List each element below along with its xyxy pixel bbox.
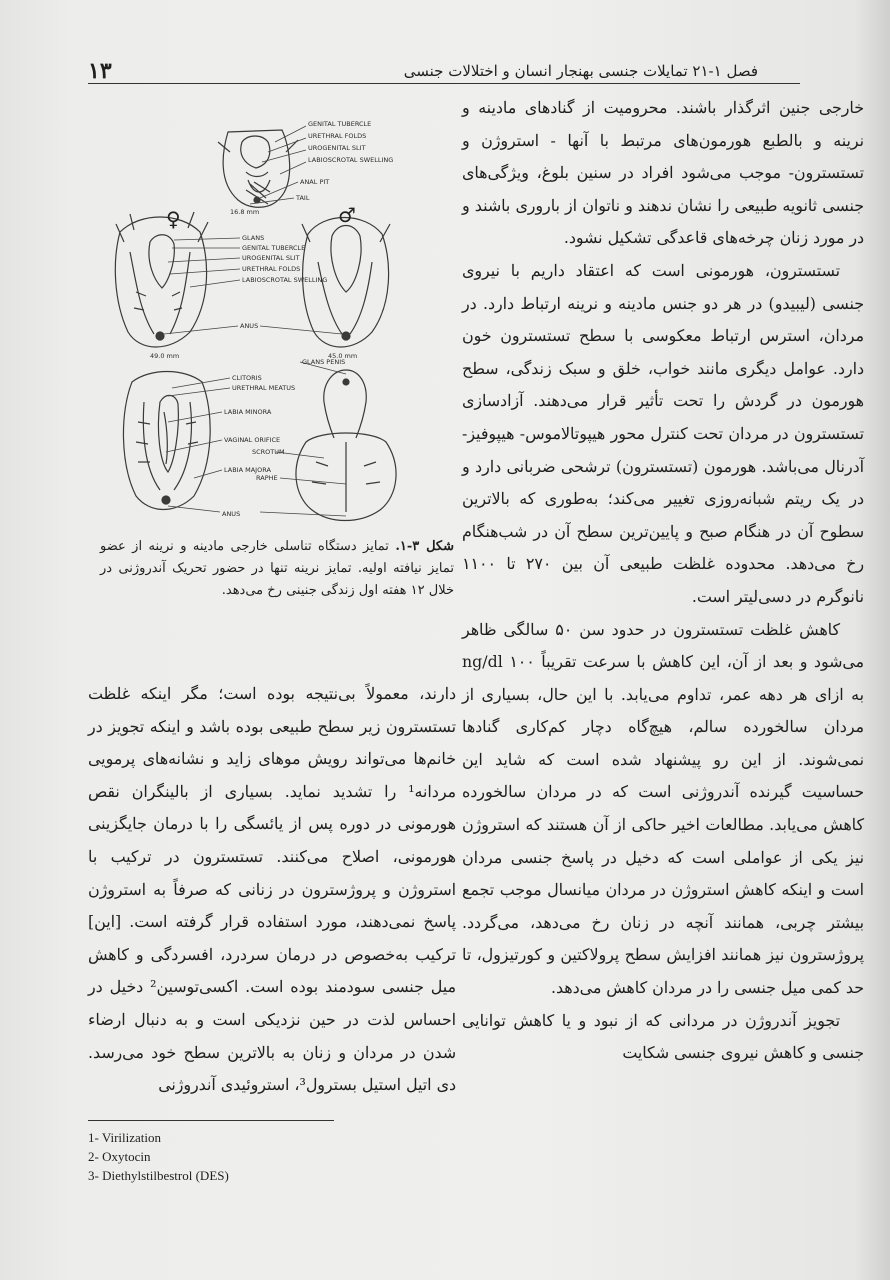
footnote: 2- Oxytocin [88, 1149, 151, 1164]
label-scrotum: SCROTUM [252, 448, 285, 456]
label-urethral-meatus: URETHRAL MEATUS [232, 384, 296, 392]
figure-illustration [110, 112, 450, 532]
label-anal-pit: ANAL PIT [300, 178, 330, 186]
paragraph: خارجی جنین اثرگذار باشند. محرومیت از گنادهای مادینه و نرینه و بالطبع هورمون‌های مرتبط با آنها - استروژن و تستسترون- موجب می‌شود افراد در سنین بلوغ، ویژگی‌های جنسی ثانویه طبیعی را نشان ندهند و ناتوان از باروری باشند و در مورد زنان چرخه‌های قاعدگی تشکیل نشود. [462, 98, 864, 248]
label-raphe: RAPHE [256, 474, 278, 482]
label-anus-2: ANUS [222, 510, 241, 518]
label-anus: ANUS [240, 322, 259, 330]
stage-male-final-drawing [296, 370, 396, 521]
female-symbol: ♀ [166, 207, 181, 231]
paragraph: تجویز آندروژن در مردانی که از نبود و یا کاهش توانایی جنسی و کاهش نیروی جنسی شکایت [462, 1010, 864, 1063]
label-genital-tubercle: GENITAL TUBERCLE [308, 120, 372, 128]
label-tail: TAIL [296, 194, 310, 202]
caption-label: شکل ۳-۱. [395, 539, 454, 554]
stage-intermediate-female-drawing [115, 212, 208, 347]
label-genital-tubercle-2: GENITAL TUBERCLE [242, 244, 306, 252]
label-glans: GLANS [242, 234, 265, 242]
label-vaginal-orifice: VAGINAL ORIFICE [224, 436, 281, 444]
right-column [462, 92, 864, 1070]
paragraph: کاهش غلظت تستسترون در حدود سن ۵۰ سالگی ظاهر می‌شود و بعد از آن، این کاهش با سرعت تقریباً ۱۰۰ ng/dl به ازای هر دهه عمر، تداوم می‌یابد. با این حال، بسیاری از مردان سالخورده سالم، هیچ‌گاه دچار کم‌کاری گنادها نمی‌شوند. از این رو پیشنهاد شده است که شاید این حساسیت گیرنده آندروژنی است که در مردان سالخورده کاهش می‌یابد. مطالعات اخیر حاکی از آن هستند که استروژن نیز یکی از عواملی است که دخیل در پاسخ جنسی مردان است و اینکه کاهش استروژن در مردان میانسال موجب تجمع بیشتر چربی، همانند آنچه در زنان رخ می‌دهد، می‌گردد. پروژسترون نیز همانند افزایش سطح پرولاکتین و کورتیزول، تا حد کمی میل جنسی را در مردان کاهش می‌دهد. [462, 619, 864, 998]
left-column [88, 678, 456, 1102]
label-clitoris: CLITORIS [232, 374, 262, 382]
label-urethral-folds: URETHRAL FOLDS [308, 132, 367, 140]
label-urogenital-slit: UROGENITAL SLIT [308, 144, 366, 152]
label-size-left: 49.0 mm [150, 352, 180, 360]
running-title: فصل ۱-۲۱ تمایلات جنسی بهنجار انسان و اختلالات جنسی [403, 62, 758, 80]
label-labia-minora: LABIA MINORA [224, 408, 272, 416]
figure-caption [100, 536, 454, 602]
footnote-rule [88, 1120, 334, 1121]
label-labia-majora: LABIA MAJORA [224, 466, 271, 474]
header-rule [88, 83, 800, 84]
footnote: 3- Diethylstilbestrol (DES) [88, 1168, 229, 1183]
paragraph: تستسترون، هورمونی است که اعتقاد داریم با نیروی جنسی (لیبیدو) در هر دو جنس مادینه و نرینه ارتباط دارد. در مردان، استرس ارتباط معکوسی با سطح تستسترون خون دارد. عوامل دیگری مانند خواب، خلق و سبک زندگی، سطح هورمون در گردش را تحت تأثیر قرار می‌دهند. آزادسازی تستسترون در مردان تحت کنترل محور هیپوتالاموس- هیپوفیز- آدرنال می‌باشد. هورمون (تستسترون) ترشحی ضربانی دارد و در یک ریتم شبانه‌روزی تغییر می‌کند؛ به‌طوری که بالاترین سطوح آن در هنگام صبح و پایین‌ترین سطح آن در شب‌هنگام رخ می‌دهد. محدوده غلظت طبیعی آن بین ۲۷۰ تا ۱۱۰۰ نانوگرم در دسی‌لیتر است. [462, 260, 864, 606]
label-urethral-folds-2: URETHRAL FOLDS [242, 265, 301, 273]
stage-undifferentiated-drawing [218, 130, 298, 207]
footnotes [88, 1128, 229, 1185]
label-labioscrotal-swelling: LABIOSCROTAL SWELLING [308, 156, 394, 164]
genital-differentiation-figure [110, 112, 450, 532]
label-size-right: 45.0 mm [328, 352, 358, 360]
label-urogenital-slit-2: UROGENITAL SLIT [242, 254, 300, 262]
caption-text: تمایز دستگاه تناسلی خارجی مادینه و نرینه از عضو تمایز نیافته اولیه. تمایز نرینه تنها در حضور تحریک آندروژنی در خلال ۱۲ هفته اول زندگی جنینی رخ می‌دهد. [100, 539, 454, 598]
label-labioscrotal-swelling-2: LABIOSCROTAL SWELLING [242, 276, 328, 284]
page-number: ۱۳ [88, 58, 112, 84]
paragraph: دارند، معمولاً بی‌نتیجه بوده است؛ مگر اینکه غلظت تستسترون زیر سطح طبیعی بوده باشد و اینکه تجویز در خانم‌ها می‌تواند رویش موهای زاید و نشانه‌های پرمویی مردانه¹ را تشدید نماید. بسیاری از بالینگران نقص هورمونی در دوره پس از یائسگی را با درمان جایگزینی هورمونی، اصلاح می‌کنند. تستسترون در ترکیب با استروژن و پروژسترون در زنانی که صرفاً به استروژن پاسخ نمی‌دهند، مورد استفاده قرار گرفته است. [این] ترکیب به‌خصوص در درمان سردرد، افسردگی و کاهش میل جنسی سودمند بوده است. اکسی‌توسین² دخیل در احساس لذت در حین نزدیکی است و به دنبال ارضاء شدن در مردان و زنان به بالاترین سطح خود می‌رسد. دی اتیل استیل بسترول³، استروئیدی آندروژنی [88, 684, 456, 1095]
label-size-top: 16.8 mm [230, 208, 260, 216]
footnote: 1- Virilization [88, 1130, 161, 1145]
label-glans-penis: GLANS PENIS [302, 358, 346, 366]
male-symbol: ♂ [338, 203, 356, 227]
